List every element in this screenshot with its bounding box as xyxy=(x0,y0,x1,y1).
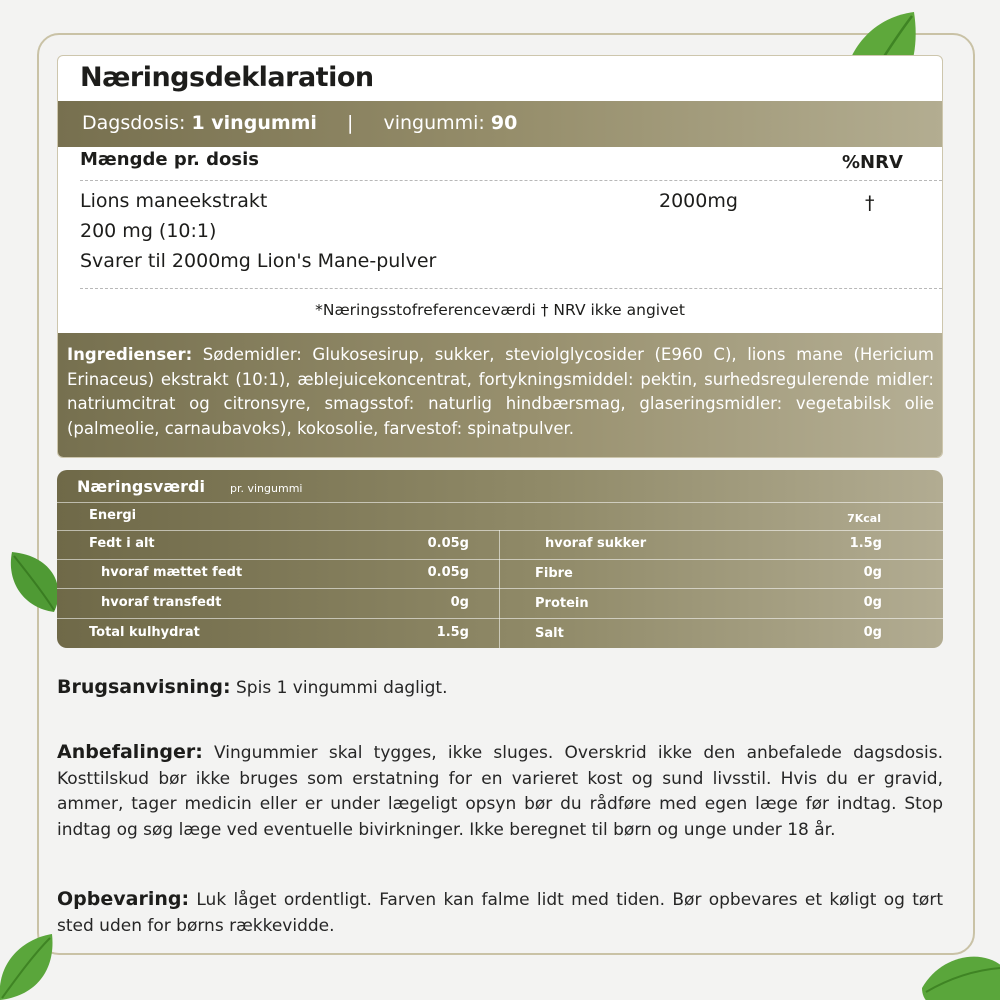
dose-label: Dagsdosis: xyxy=(82,112,186,134)
nutrition-table xyxy=(57,470,943,648)
nutrient-label: Fedt i alt xyxy=(89,536,155,551)
recommendations-section xyxy=(57,740,943,843)
dose-value: 1 vingummi xyxy=(191,112,317,134)
storage-section xyxy=(57,887,943,939)
nutrition-title: Næringsværdi xyxy=(77,477,205,496)
nutrient-value: 0g xyxy=(450,595,469,610)
nutrient-value: 0g xyxy=(863,625,882,640)
nutrient-label: hvoraf mættet fedt xyxy=(101,565,243,580)
nutrient-label: Fibre xyxy=(535,566,573,581)
divider xyxy=(499,530,500,648)
amount-column-header: Mængde pr. dosis xyxy=(80,149,259,170)
nrv-column-header: %NRV xyxy=(842,152,903,173)
ingredients-text: Sødemidler: Glukosesirup, sukker, steviolglycosider (E960 C), lions mane (Hericium Erinaceus) ekstrakt (10:1), æblejuicekoncentrat, fortykningsmiddel: pektin, surhedsregulerende midler: natriumcitrat og citronsyre, smagsstof: naturlig hindbærsmag, glaseringsmidler: vegetabilsk olie (palmeolie, carnaubavoks), kokosolie, farvestof: spinatpulver. xyxy=(67,345,934,438)
nutrient-value: 0.05g xyxy=(427,565,469,580)
usage-section xyxy=(57,675,943,702)
storage-label: Opbevaring: xyxy=(57,888,190,910)
nutrient-label: Protein xyxy=(535,596,589,611)
declaration-title: Næringsdeklaration xyxy=(80,62,374,93)
leaf-icon xyxy=(920,948,1000,1000)
energy-value: 7Kcal xyxy=(847,512,881,525)
dose-bar xyxy=(58,101,942,147)
divider xyxy=(80,180,942,181)
ingredient-dose: 200 mg (10:1) xyxy=(80,220,217,242)
ingredient-equivalent: Svarer til 2000mg Lion's Mane-pulver xyxy=(80,250,437,272)
divider xyxy=(57,618,943,619)
nutrient-label: Total kulhydrat xyxy=(89,625,200,640)
nutrient-label: hvoraf transfedt xyxy=(101,595,222,610)
nutrient-label: hvoraf sukker xyxy=(545,536,647,551)
ingredients-box xyxy=(58,333,942,458)
divider xyxy=(57,530,943,531)
recommendations-text: Vingummier skal tygges, ikke sluges. Overskrid ikke den anbefalede dagsdosis. Kosttilskud bør ikke bruges som erstatning for en varieret kost og sund livsstil. Hvis du er gravid, ammer, tager medicin eller er under lægeligt opsyn bør du rådføre med egen læge før indtag. Stop indtag og søg læge ved eventuelle bivirkninger. Ikke beregnet til børn og unge under 18 år. xyxy=(57,743,943,840)
recommendations-label: Anbefalinger: xyxy=(57,741,203,763)
leaf-icon xyxy=(0,930,58,1000)
nutrient-label: Salt xyxy=(535,626,564,641)
nutrient-value: 1.5g xyxy=(436,625,469,640)
separator: | xyxy=(347,112,354,134)
divider xyxy=(57,588,943,589)
nrv-note: *Næringsstofreferenceværdi † NRV ikke angivet xyxy=(315,301,685,319)
energy-label: Energi xyxy=(89,508,137,523)
divider xyxy=(57,559,943,560)
ingredient-name: Lions maneekstrakt xyxy=(80,190,268,212)
declaration-panel xyxy=(57,55,943,458)
usage-text: Spis 1 vingummi dagligt. xyxy=(230,678,448,698)
usage-label: Brugsanvisning: xyxy=(57,676,231,698)
ingredient-nrv: † xyxy=(865,192,875,214)
nutrient-value: 0g xyxy=(863,595,882,610)
count-label: vingummi: xyxy=(383,112,485,134)
nutrient-value: 0g xyxy=(863,565,882,580)
nutrition-subtitle: pr. vingummi xyxy=(230,482,303,495)
count-value: 90 xyxy=(490,112,518,134)
divider xyxy=(80,288,942,289)
nutrient-value: 1.5g xyxy=(849,536,882,551)
ingredients-label: Ingredienser: xyxy=(67,345,193,364)
ingredient-amount: 2000mg xyxy=(659,190,738,212)
divider xyxy=(57,502,943,503)
nutrient-value: 0.05g xyxy=(427,536,469,551)
storage-text: Luk låget ordentligt. Farven kan falme lidt med tiden. Bør opbevares et køligt og tørt sted uden for børns rækkevidde. xyxy=(57,890,943,936)
